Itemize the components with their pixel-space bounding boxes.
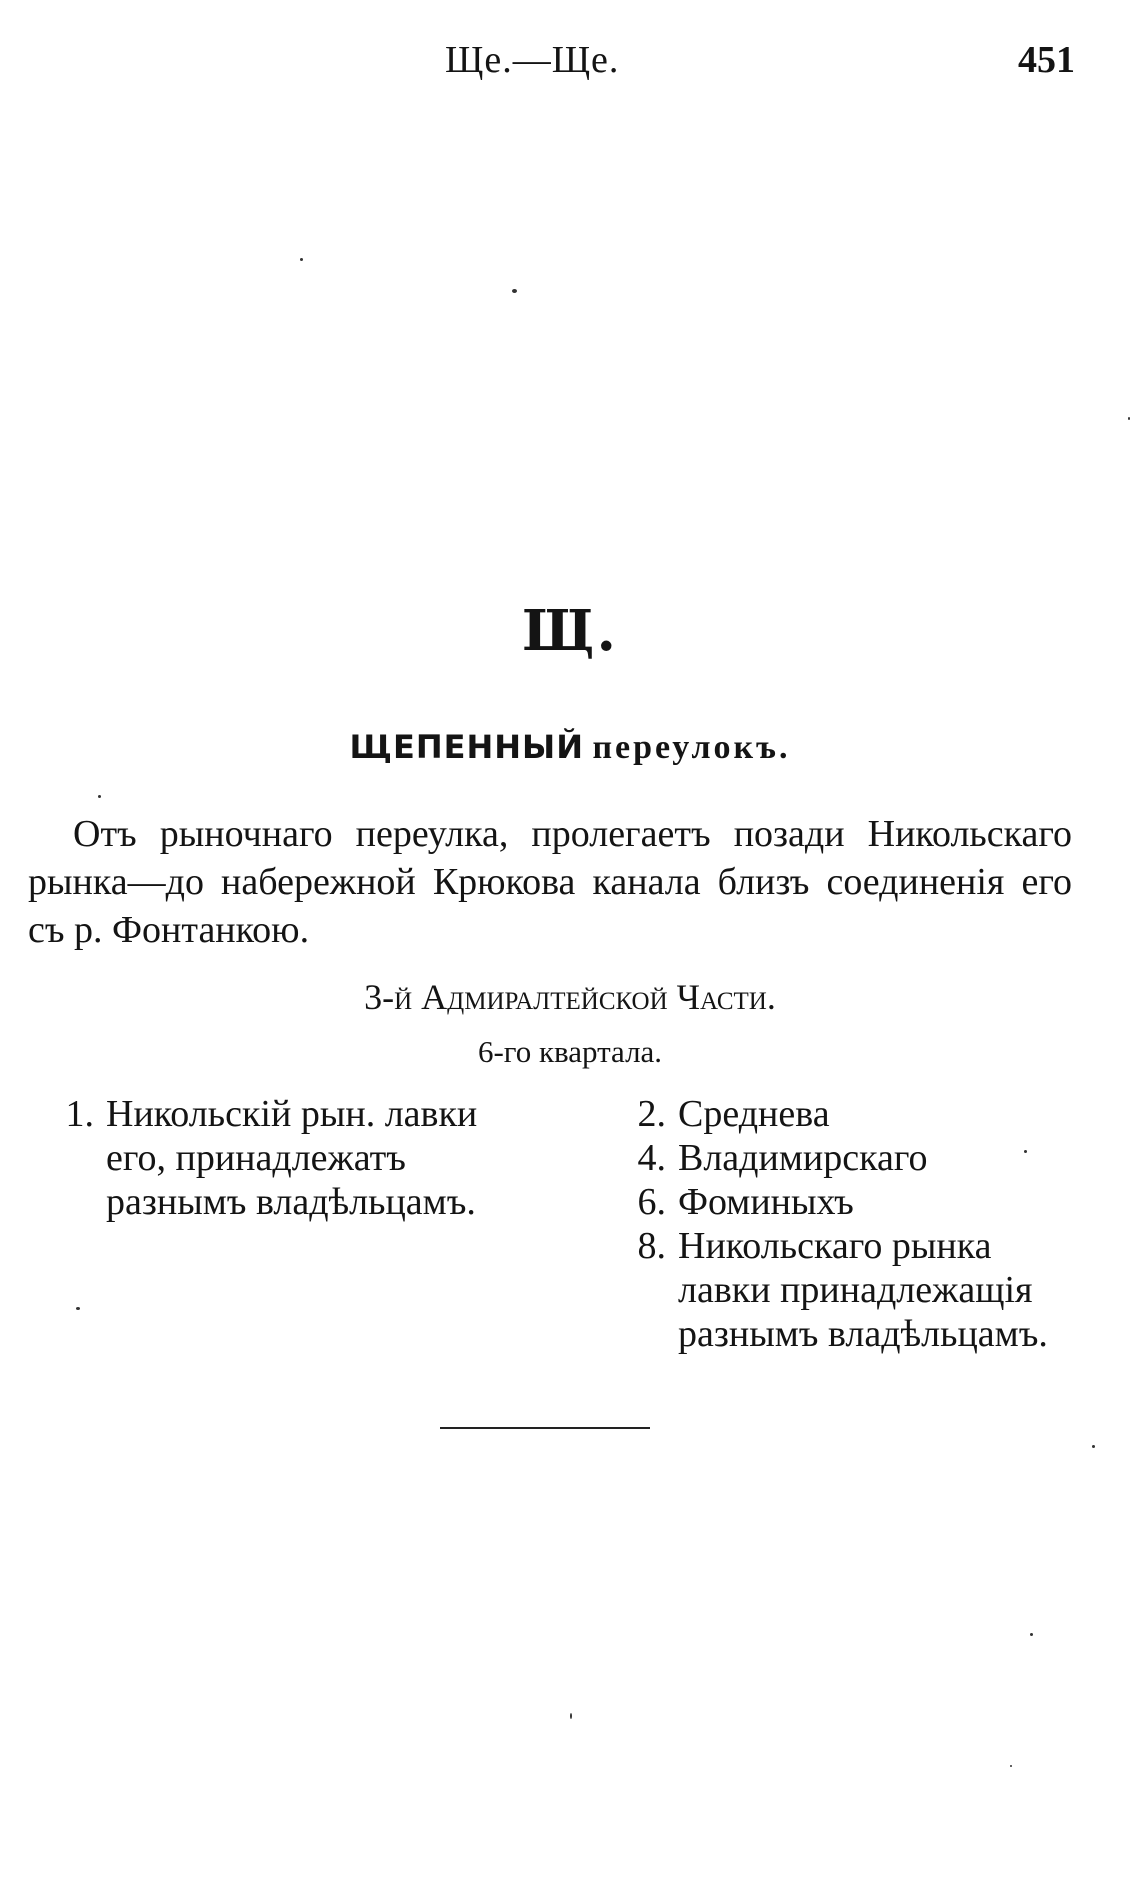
entry-heading [0, 728, 1140, 767]
quarter-heading: 6-го квартала. [477, 1034, 663, 1069]
entry-description: Отъ рыночнаго переулка, пролегаетъ позади Никольскаго рынка—до набережной Крюкова канала близъ соединенія его съ р. Фонтанкою. [28, 813, 1072, 951]
scan-speck [570, 1713, 572, 1719]
section-end-rule [440, 1427, 650, 1429]
list-item [40, 1092, 510, 1224]
left-column [40, 1092, 510, 1224]
scan-speck [1128, 417, 1130, 420]
scan-speck [1092, 1445, 1095, 1448]
list-item [612, 1136, 1082, 1180]
right-column [612, 1092, 1082, 1356]
item-number: 4. [637, 1137, 666, 1179]
scan-speck [76, 1307, 80, 1310]
item-text: Никольскаго рынка лавки принадлежащія разнымъ владѣльцамъ. [678, 1225, 1048, 1355]
scan-speck [1030, 1633, 1033, 1636]
item-number: 2. [637, 1093, 666, 1135]
item-number: 1. [65, 1093, 94, 1135]
item-number: 6. [637, 1181, 666, 1223]
scan-speck [300, 258, 303, 261]
item-text: Владимирскаго [678, 1137, 928, 1179]
item-text: Среднева [678, 1093, 830, 1135]
item-text: Никольскій рын. лавки его, принадлежатъ разнымъ владѣльцамъ. [106, 1093, 478, 1223]
scan-speck [512, 289, 517, 293]
item-text: Фоминыхъ [678, 1181, 854, 1223]
list-item [612, 1180, 1082, 1224]
scan-speck [1010, 1765, 1012, 1767]
entry-name: ЩЕПЕННЫЙ [349, 728, 584, 766]
entry-type: переулокъ. [592, 729, 791, 766]
page-number: 451 [1018, 39, 1075, 81]
scan-speck [1024, 1150, 1027, 1153]
section-letter: Щ. [522, 598, 618, 664]
list-item [612, 1092, 1082, 1136]
running-title: Ще.—Ще. [445, 39, 620, 81]
list-item [612, 1224, 1082, 1356]
scan-speck [98, 795, 101, 798]
district-heading: 3-й Адмиралтейской Части. [364, 977, 776, 1017]
item-number: 8. [637, 1225, 666, 1267]
